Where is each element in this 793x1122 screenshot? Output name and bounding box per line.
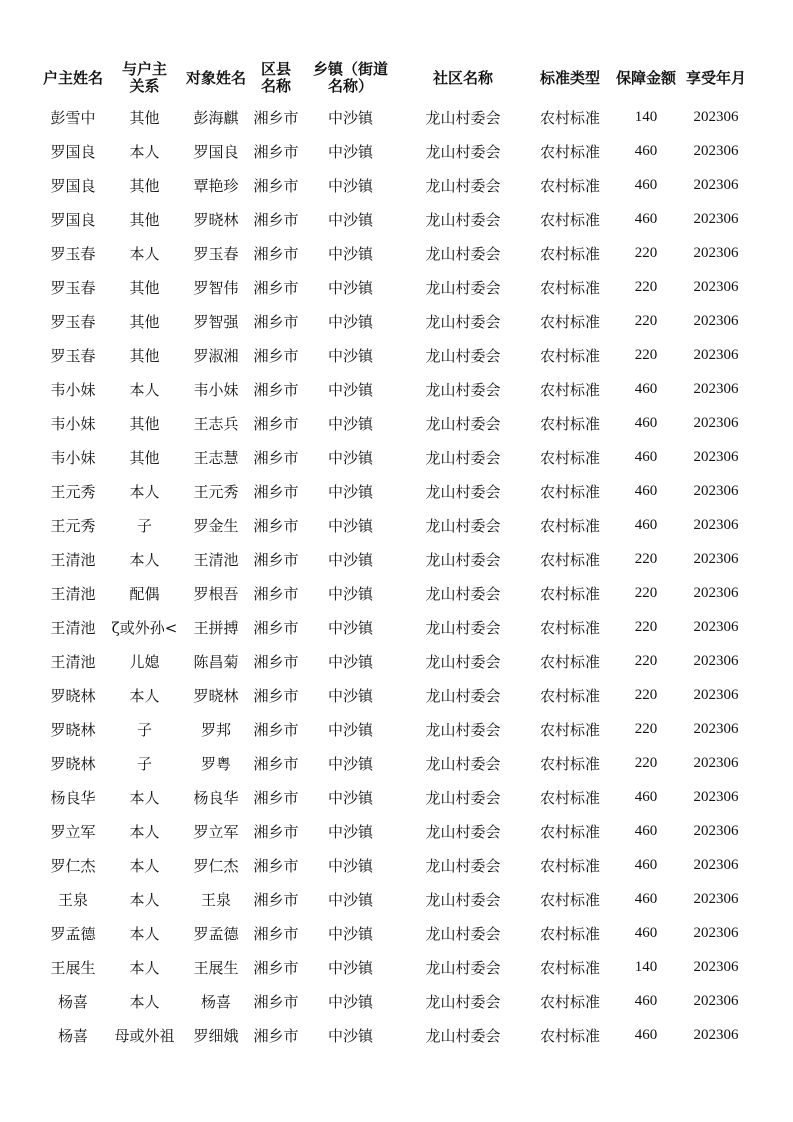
cell-period: 202306 bbox=[693, 924, 739, 941]
cell-town: 中沙镇 bbox=[327, 720, 373, 739]
cell-amount: 460 bbox=[634, 890, 658, 907]
cell-community: 龙山村委会 bbox=[425, 924, 501, 943]
cell-county: 湘乡市 bbox=[253, 108, 299, 127]
cell-relation: 其他 bbox=[129, 346, 160, 365]
cell-community: 龙山村委会 bbox=[425, 380, 501, 399]
table-row bbox=[38, 678, 754, 712]
cell-standard-type: 农村标准 bbox=[539, 686, 600, 705]
cell-beneficiary-name: 王志兵 bbox=[193, 414, 239, 433]
cell-town: 中沙镇 bbox=[327, 278, 373, 297]
cell-standard-type: 农村标准 bbox=[539, 788, 600, 807]
cell-relation: 本人 bbox=[129, 958, 160, 977]
cell-community: 龙山村委会 bbox=[425, 210, 501, 229]
cell-householder-name: 罗玉春 bbox=[50, 244, 96, 263]
cell-county: 湘乡市 bbox=[253, 754, 299, 773]
cell-householder-name: 杨良华 bbox=[50, 788, 96, 807]
cell-standard-type: 农村标准 bbox=[539, 856, 600, 875]
cell-community: 龙山村委会 bbox=[425, 244, 501, 263]
cell-period: 202306 bbox=[693, 312, 739, 329]
header-community: 社区名称 bbox=[432, 68, 493, 87]
cell-period: 202306 bbox=[693, 890, 739, 907]
cell-town: 中沙镇 bbox=[327, 754, 373, 773]
cell-county: 湘乡市 bbox=[253, 720, 299, 739]
cell-amount: 460 bbox=[634, 176, 658, 193]
cell-period: 202306 bbox=[693, 720, 739, 737]
header-beneficiary-name: 对象姓名 bbox=[185, 68, 246, 87]
cell-county: 湘乡市 bbox=[253, 550, 299, 569]
cell-period: 202306 bbox=[693, 958, 739, 975]
cell-period: 202306 bbox=[693, 108, 739, 125]
cell-standard-type: 农村标准 bbox=[539, 516, 600, 535]
cell-beneficiary-name: 罗智强 bbox=[193, 312, 239, 331]
cell-county: 湘乡市 bbox=[253, 890, 299, 909]
cell-beneficiary-name: 彭海麒 bbox=[193, 108, 239, 127]
cell-town: 中沙镇 bbox=[327, 516, 373, 535]
cell-town: 中沙镇 bbox=[327, 788, 373, 807]
cell-amount: 460 bbox=[634, 1026, 658, 1043]
cell-community: 龙山村委会 bbox=[425, 414, 501, 433]
table-row bbox=[38, 882, 754, 916]
table-row bbox=[38, 814, 754, 848]
cell-town: 中沙镇 bbox=[327, 924, 373, 943]
cell-beneficiary-name: 覃艳珍 bbox=[193, 176, 239, 195]
cell-beneficiary-name: 韦小妹 bbox=[193, 380, 239, 399]
cell-standard-type: 农村标准 bbox=[539, 448, 600, 467]
cell-standard-type: 农村标准 bbox=[539, 142, 600, 161]
cell-county: 湘乡市 bbox=[253, 346, 299, 365]
table-row bbox=[38, 134, 754, 168]
cell-amount: 220 bbox=[634, 312, 658, 329]
cell-period: 202306 bbox=[693, 550, 739, 567]
cell-county: 湘乡市 bbox=[253, 788, 299, 807]
cell-beneficiary-name: 罗孟德 bbox=[193, 924, 239, 943]
cell-period: 202306 bbox=[693, 652, 739, 669]
table-row bbox=[38, 440, 754, 474]
cell-beneficiary-name: 王志慧 bbox=[193, 448, 239, 467]
cell-community: 龙山村委会 bbox=[425, 652, 501, 671]
cell-standard-type: 农村标准 bbox=[539, 108, 600, 127]
cell-period: 202306 bbox=[693, 1026, 739, 1043]
header-county: 区县 名称 bbox=[260, 60, 291, 95]
cell-period: 202306 bbox=[693, 176, 739, 193]
cell-county: 湘乡市 bbox=[253, 924, 299, 943]
cell-relation: 本人 bbox=[129, 890, 160, 909]
cell-householder-name: 韦小妹 bbox=[50, 414, 96, 433]
cell-householder-name: 韦小妹 bbox=[50, 448, 96, 467]
cell-county: 湘乡市 bbox=[253, 312, 299, 331]
cell-relation: 本人 bbox=[129, 924, 160, 943]
cell-relation: 本人 bbox=[129, 482, 160, 501]
cell-period: 202306 bbox=[693, 278, 739, 295]
cell-county: 湘乡市 bbox=[253, 210, 299, 229]
table-row bbox=[38, 304, 754, 338]
cell-amount: 460 bbox=[634, 414, 658, 431]
cell-relation: 其他 bbox=[129, 312, 160, 331]
cell-beneficiary-name: 王拼搏 bbox=[193, 618, 239, 637]
cell-standard-type: 农村标准 bbox=[539, 584, 600, 603]
cell-householder-name: 王清池 bbox=[50, 652, 96, 671]
cell-householder-name: 罗玉春 bbox=[50, 312, 96, 331]
cell-relation: 本人 bbox=[129, 686, 160, 705]
cell-amount: 460 bbox=[634, 924, 658, 941]
cell-amount: 460 bbox=[634, 992, 658, 1009]
cell-community: 龙山村委会 bbox=[425, 176, 501, 195]
cell-beneficiary-name: 罗细娥 bbox=[193, 1026, 239, 1045]
cell-town: 中沙镇 bbox=[327, 176, 373, 195]
cell-county: 湘乡市 bbox=[253, 448, 299, 467]
cell-amount: 220 bbox=[634, 584, 658, 601]
cell-town: 中沙镇 bbox=[327, 108, 373, 127]
table-row bbox=[38, 712, 754, 746]
cell-householder-name: 罗孟德 bbox=[50, 924, 96, 943]
table-row bbox=[38, 168, 754, 202]
cell-amount: 460 bbox=[634, 516, 658, 533]
cell-householder-name: 王泉 bbox=[57, 890, 88, 909]
cell-relation: 其他 bbox=[129, 176, 160, 195]
cell-county: 湘乡市 bbox=[253, 856, 299, 875]
cell-period: 202306 bbox=[693, 686, 739, 703]
cell-householder-name: 罗玉春 bbox=[50, 278, 96, 297]
cell-town: 中沙镇 bbox=[327, 550, 373, 569]
cell-householder-name: 王元秀 bbox=[50, 482, 96, 501]
cell-amount: 460 bbox=[634, 210, 658, 227]
cell-relation: ζ或外孙< bbox=[111, 618, 178, 637]
table-row bbox=[38, 746, 754, 780]
cell-amount: 220 bbox=[634, 686, 658, 703]
cell-standard-type: 农村标准 bbox=[539, 652, 600, 671]
cell-period: 202306 bbox=[693, 788, 739, 805]
cell-community: 龙山村委会 bbox=[425, 142, 501, 161]
cell-relation: 子 bbox=[136, 754, 152, 773]
cell-amount: 220 bbox=[634, 244, 658, 261]
cell-beneficiary-name: 罗粤 bbox=[200, 754, 231, 773]
cell-standard-type: 农村标准 bbox=[539, 618, 600, 637]
cell-amount: 460 bbox=[634, 380, 658, 397]
table-row bbox=[38, 542, 754, 576]
cell-householder-name: 王元秀 bbox=[50, 516, 96, 535]
cell-householder-name: 罗立军 bbox=[50, 822, 96, 841]
cell-county: 湘乡市 bbox=[253, 958, 299, 977]
cell-householder-name: 罗国良 bbox=[50, 176, 96, 195]
cell-period: 202306 bbox=[693, 380, 739, 397]
cell-town: 中沙镇 bbox=[327, 414, 373, 433]
cell-standard-type: 农村标准 bbox=[539, 822, 600, 841]
cell-town: 中沙镇 bbox=[327, 822, 373, 841]
cell-county: 湘乡市 bbox=[253, 822, 299, 841]
cell-county: 湘乡市 bbox=[253, 278, 299, 297]
cell-relation: 子 bbox=[136, 516, 152, 535]
cell-householder-name: 罗仁杰 bbox=[50, 856, 96, 875]
table-row bbox=[38, 202, 754, 236]
cell-town: 中沙镇 bbox=[327, 584, 373, 603]
cell-period: 202306 bbox=[693, 244, 739, 261]
cell-community: 龙山村委会 bbox=[425, 890, 501, 909]
cell-standard-type: 农村标准 bbox=[539, 380, 600, 399]
cell-county: 湘乡市 bbox=[253, 584, 299, 603]
cell-beneficiary-name: 罗根吾 bbox=[193, 584, 239, 603]
cell-householder-name: 杨喜 bbox=[57, 992, 88, 1011]
cell-householder-name: 王展生 bbox=[50, 958, 96, 977]
cell-town: 中沙镇 bbox=[327, 686, 373, 705]
cell-standard-type: 农村标准 bbox=[539, 720, 600, 739]
cell-relation: 配偶 bbox=[129, 584, 160, 603]
header-relation: 与户主 关系 bbox=[121, 60, 167, 95]
cell-standard-type: 农村标准 bbox=[539, 278, 600, 297]
cell-relation: 其他 bbox=[129, 448, 160, 467]
cell-beneficiary-name: 杨喜 bbox=[200, 992, 231, 1011]
table-row bbox=[38, 984, 754, 1018]
cell-county: 湘乡市 bbox=[253, 652, 299, 671]
cell-householder-name: 罗国良 bbox=[50, 142, 96, 161]
cell-householder-name: 罗玉春 bbox=[50, 346, 96, 365]
cell-amount: 220 bbox=[634, 278, 658, 295]
header-row bbox=[38, 56, 754, 100]
table-row bbox=[38, 406, 754, 440]
header-householder-name: 户主姓名 bbox=[42, 68, 103, 87]
cell-householder-name: 杨喜 bbox=[57, 1026, 88, 1045]
cell-standard-type: 农村标准 bbox=[539, 924, 600, 943]
cell-community: 龙山村委会 bbox=[425, 958, 501, 977]
cell-town: 中沙镇 bbox=[327, 448, 373, 467]
cell-town: 中沙镇 bbox=[327, 856, 373, 875]
cell-amount: 460 bbox=[634, 448, 658, 465]
cell-standard-type: 农村标准 bbox=[539, 1026, 600, 1045]
cell-standard-type: 农村标准 bbox=[539, 992, 600, 1011]
cell-amount: 460 bbox=[634, 142, 658, 159]
cell-amount: 220 bbox=[634, 720, 658, 737]
table-row bbox=[38, 236, 754, 270]
cell-beneficiary-name: 罗晓林 bbox=[193, 210, 239, 229]
cell-community: 龙山村委会 bbox=[425, 346, 501, 365]
cell-amount: 140 bbox=[634, 108, 658, 125]
cell-relation: 其他 bbox=[129, 108, 160, 127]
cell-relation: 本人 bbox=[129, 992, 160, 1011]
cell-beneficiary-name: 罗智伟 bbox=[193, 278, 239, 297]
cell-beneficiary-name: 罗国良 bbox=[193, 142, 239, 161]
cell-town: 中沙镇 bbox=[327, 992, 373, 1011]
cell-town: 中沙镇 bbox=[327, 346, 373, 365]
table-row bbox=[38, 848, 754, 882]
cell-town: 中沙镇 bbox=[327, 380, 373, 399]
cell-standard-type: 农村标准 bbox=[539, 346, 600, 365]
cell-community: 龙山村委会 bbox=[425, 482, 501, 501]
cell-amount: 220 bbox=[634, 346, 658, 363]
cell-beneficiary-name: 罗仁杰 bbox=[193, 856, 239, 875]
cell-standard-type: 农村标准 bbox=[539, 550, 600, 569]
cell-householder-name: 罗晓林 bbox=[50, 720, 96, 739]
cell-period: 202306 bbox=[693, 856, 739, 873]
table-row bbox=[38, 576, 754, 610]
cell-town: 中沙镇 bbox=[327, 1026, 373, 1045]
cell-period: 202306 bbox=[693, 754, 739, 771]
cell-community: 龙山村委会 bbox=[425, 584, 501, 603]
cell-relation: 儿媳 bbox=[129, 652, 160, 671]
cell-householder-name: 罗晓林 bbox=[50, 754, 96, 773]
cell-beneficiary-name: 陈昌菊 bbox=[193, 652, 239, 671]
cell-standard-type: 农村标准 bbox=[539, 890, 600, 909]
cell-county: 湘乡市 bbox=[253, 618, 299, 637]
cell-beneficiary-name: 罗淑湘 bbox=[193, 346, 239, 365]
cell-householder-name: 彭雪中 bbox=[50, 108, 96, 127]
cell-community: 龙山村委会 bbox=[425, 550, 501, 569]
cell-community: 龙山村委会 bbox=[425, 754, 501, 773]
cell-beneficiary-name: 王泉 bbox=[200, 890, 231, 909]
cell-householder-name: 王清池 bbox=[50, 550, 96, 569]
cell-standard-type: 农村标准 bbox=[539, 414, 600, 433]
cell-county: 湘乡市 bbox=[253, 1026, 299, 1045]
cell-community: 龙山村委会 bbox=[425, 686, 501, 705]
cell-beneficiary-name: 罗邦 bbox=[200, 720, 231, 739]
cell-town: 中沙镇 bbox=[327, 958, 373, 977]
cell-standard-type: 农村标准 bbox=[539, 958, 600, 977]
cell-relation: 本人 bbox=[129, 244, 160, 263]
cell-amount: 220 bbox=[634, 618, 658, 635]
cell-county: 湘乡市 bbox=[253, 686, 299, 705]
cell-community: 龙山村委会 bbox=[425, 720, 501, 739]
cell-amount: 220 bbox=[634, 550, 658, 567]
cell-relation: 子 bbox=[136, 720, 152, 739]
cell-amount: 460 bbox=[634, 788, 658, 805]
cell-town: 中沙镇 bbox=[327, 210, 373, 229]
cell-householder-name: 王清池 bbox=[50, 618, 96, 637]
cell-period: 202306 bbox=[693, 448, 739, 465]
cell-community: 龙山村委会 bbox=[425, 448, 501, 467]
cell-beneficiary-name: 罗金生 bbox=[193, 516, 239, 535]
cell-community: 龙山村委会 bbox=[425, 312, 501, 331]
cell-county: 湘乡市 bbox=[253, 414, 299, 433]
header-amount: 保障金额 bbox=[615, 68, 676, 87]
cell-community: 龙山村委会 bbox=[425, 992, 501, 1011]
cell-beneficiary-name: 罗立军 bbox=[193, 822, 239, 841]
table-row bbox=[38, 916, 754, 950]
cell-amount: 460 bbox=[634, 822, 658, 839]
table-row bbox=[38, 100, 754, 134]
cell-standard-type: 农村标准 bbox=[539, 482, 600, 501]
cell-period: 202306 bbox=[693, 210, 739, 227]
cell-period: 202306 bbox=[693, 618, 739, 635]
cell-town: 中沙镇 bbox=[327, 142, 373, 161]
table-row bbox=[38, 950, 754, 984]
cell-county: 湘乡市 bbox=[253, 380, 299, 399]
cell-standard-type: 农村标准 bbox=[539, 312, 600, 331]
cell-county: 湘乡市 bbox=[253, 176, 299, 195]
cell-beneficiary-name: 罗玉春 bbox=[193, 244, 239, 263]
cell-period: 202306 bbox=[693, 346, 739, 363]
cell-town: 中沙镇 bbox=[327, 652, 373, 671]
cell-relation: 本人 bbox=[129, 856, 160, 875]
cell-community: 龙山村委会 bbox=[425, 788, 501, 807]
cell-period: 202306 bbox=[693, 414, 739, 431]
cell-community: 龙山村委会 bbox=[425, 618, 501, 637]
table-row bbox=[38, 508, 754, 542]
cell-period: 202306 bbox=[693, 822, 739, 839]
cell-standard-type: 农村标准 bbox=[539, 244, 600, 263]
cell-relation: 本人 bbox=[129, 788, 160, 807]
cell-standard-type: 农村标准 bbox=[539, 210, 600, 229]
cell-householder-name: 韦小妹 bbox=[50, 380, 96, 399]
cell-period: 202306 bbox=[693, 516, 739, 533]
table-row bbox=[38, 780, 754, 814]
cell-town: 中沙镇 bbox=[327, 482, 373, 501]
cell-relation: 本人 bbox=[129, 142, 160, 161]
table-row bbox=[38, 474, 754, 508]
cell-relation: 本人 bbox=[129, 380, 160, 399]
cell-community: 龙山村委会 bbox=[425, 278, 501, 297]
cell-relation: 本人 bbox=[129, 550, 160, 569]
cell-amount: 460 bbox=[634, 856, 658, 873]
subsidy-table bbox=[38, 56, 754, 1052]
cell-relation: 本人 bbox=[129, 822, 160, 841]
cell-beneficiary-name: 王清池 bbox=[193, 550, 239, 569]
cell-town: 中沙镇 bbox=[327, 890, 373, 909]
cell-county: 湘乡市 bbox=[253, 992, 299, 1011]
cell-relation: 其他 bbox=[129, 414, 160, 433]
cell-county: 湘乡市 bbox=[253, 244, 299, 263]
cell-beneficiary-name: 王元秀 bbox=[193, 482, 239, 501]
cell-period: 202306 bbox=[693, 142, 739, 159]
cell-householder-name: 罗晓林 bbox=[50, 686, 96, 705]
table-row bbox=[38, 1018, 754, 1052]
header-town: 乡镇（街道 名称） bbox=[312, 60, 388, 95]
cell-period: 202306 bbox=[693, 584, 739, 601]
header-period: 享受年月 bbox=[685, 68, 746, 87]
cell-beneficiary-name: 罗晓林 bbox=[193, 686, 239, 705]
cell-amount: 220 bbox=[634, 652, 658, 669]
cell-beneficiary-name: 杨良华 bbox=[193, 788, 239, 807]
table-row bbox=[38, 338, 754, 372]
cell-county: 湘乡市 bbox=[253, 482, 299, 501]
cell-county: 湘乡市 bbox=[253, 142, 299, 161]
cell-standard-type: 农村标准 bbox=[539, 176, 600, 195]
table-row bbox=[38, 610, 754, 644]
cell-relation: 其他 bbox=[129, 210, 160, 229]
cell-relation: 母或外祖 bbox=[114, 1026, 175, 1045]
cell-community: 龙山村委会 bbox=[425, 856, 501, 875]
cell-relation: 其他 bbox=[129, 278, 160, 297]
header-standard-type: 标准类型 bbox=[539, 68, 600, 87]
cell-community: 龙山村委会 bbox=[425, 822, 501, 841]
cell-period: 202306 bbox=[693, 482, 739, 499]
table-row bbox=[38, 372, 754, 406]
table-row bbox=[38, 270, 754, 304]
table-row bbox=[38, 644, 754, 678]
cell-town: 中沙镇 bbox=[327, 618, 373, 637]
cell-amount: 220 bbox=[634, 754, 658, 771]
cell-community: 龙山村委会 bbox=[425, 516, 501, 535]
cell-householder-name: 罗国良 bbox=[50, 210, 96, 229]
cell-standard-type: 农村标准 bbox=[539, 754, 600, 773]
cell-community: 龙山村委会 bbox=[425, 108, 501, 127]
cell-county: 湘乡市 bbox=[253, 516, 299, 535]
cell-community: 龙山村委会 bbox=[425, 1026, 501, 1045]
cell-period: 202306 bbox=[693, 992, 739, 1009]
cell-householder-name: 王清池 bbox=[50, 584, 96, 603]
cell-amount: 460 bbox=[634, 482, 658, 499]
cell-beneficiary-name: 王展生 bbox=[193, 958, 239, 977]
cell-town: 中沙镇 bbox=[327, 244, 373, 263]
cell-amount: 140 bbox=[634, 958, 658, 975]
cell-town: 中沙镇 bbox=[327, 312, 373, 331]
